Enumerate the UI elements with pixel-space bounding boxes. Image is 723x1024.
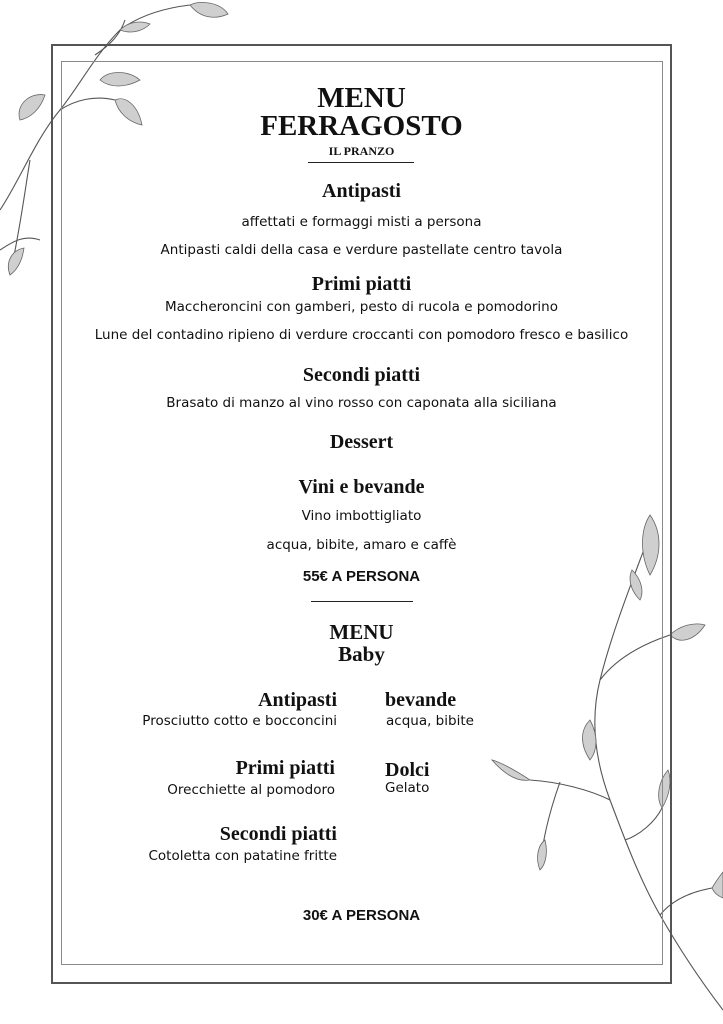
menu-title-line2: FERRAGOSTO — [260, 110, 463, 142]
section-heading-secondi: Secondi piatti — [302, 364, 421, 386]
section-heading-primi: Primi piatti — [311, 273, 412, 295]
section-heading-antipasti: Antipasti — [322, 180, 401, 202]
baby-item: Orecchiette al pomodoro — [167, 782, 335, 798]
baby-heading-secondi: Secondi piatti — [219, 823, 337, 845]
baby-heading-primi: Primi piatti — [235, 757, 335, 779]
divider — [308, 162, 414, 163]
baby-heading-antipasti: Antipasti — [258, 689, 337, 711]
divider — [311, 601, 413, 602]
section-heading-dessert: Dessert — [329, 431, 394, 453]
baby-price: 30€ A PERSONA — [302, 907, 421, 924]
menu-item: Antipasti caldi della casa e verdure pastellate centro tavola — [160, 242, 563, 258]
baby-item: Cotoletta con patatine fritte — [148, 848, 337, 864]
baby-item: acqua, bibite — [386, 713, 474, 729]
menu-item: Vino imbottigliato — [301, 508, 422, 524]
baby-title-line2: Baby — [338, 642, 385, 666]
menu-price: 55€ A PERSONA — [302, 568, 421, 585]
menu-item: acqua, bibite, amaro e caffè — [266, 537, 457, 553]
menu-subtitle: IL PRANZO — [328, 144, 395, 158]
baby-item: Prosciutto cotto e bocconcini — [142, 713, 337, 729]
menu-item: Maccheroncini con gamberi, pesto di rucola e pomodorino — [165, 299, 558, 315]
menu-item: affettati e formaggi misti a persona — [241, 214, 482, 230]
menu-item: Brasato di manzo al vino rosso con caponata alla siciliana — [166, 395, 557, 411]
menu-item: Lune del contadino ripieno di verdure croccanti con pomodoro fresco e basilico — [94, 327, 629, 343]
baby-item: Gelato — [385, 780, 430, 796]
section-heading-vini: Vini e bevande — [298, 476, 425, 498]
baby-heading-dolci: Dolci — [385, 759, 430, 781]
baby-heading-bevande: bevande — [385, 689, 457, 711]
menu-title-line1: MENU — [317, 82, 406, 114]
baby-title-line1: MENU — [329, 620, 394, 644]
